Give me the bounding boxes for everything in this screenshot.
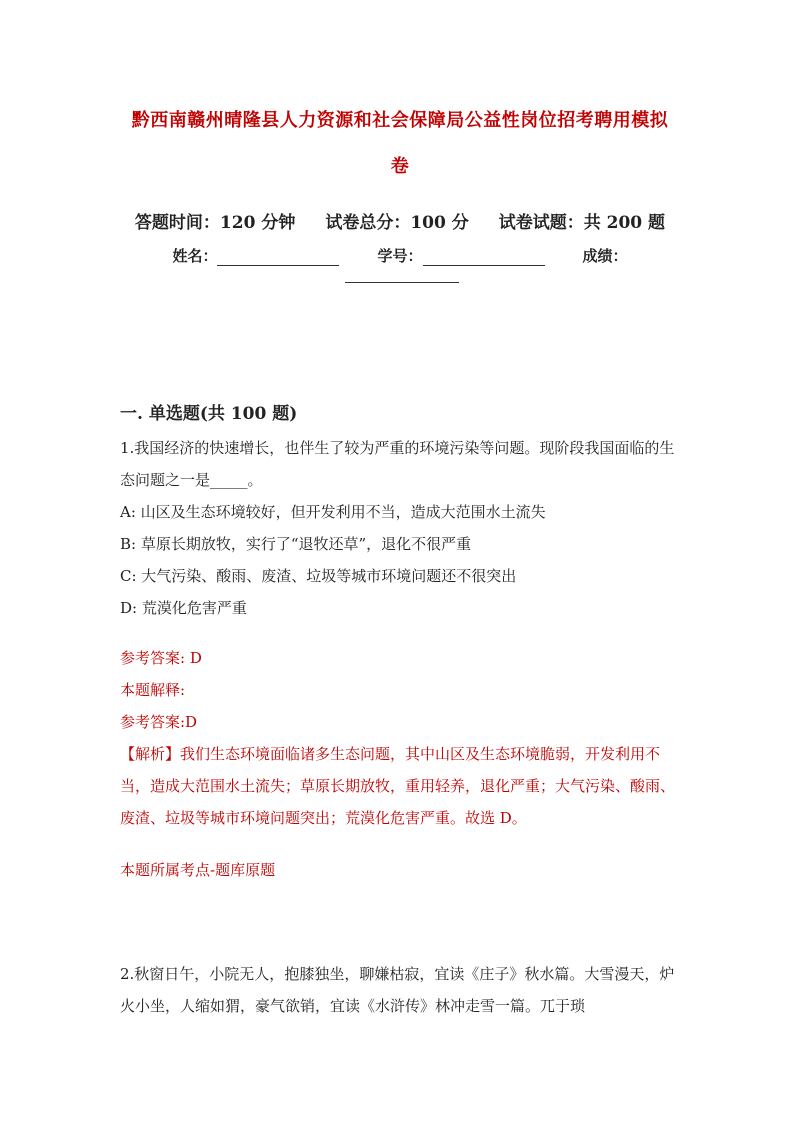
question-1-analysis: 【解析】我们生态环境面临诸多生态问题，其中山区及生态环境脆弱，开发利用不当，造成大范围水土流失；草原长期放牧，重用轻养，退化严重；大气污染、酸雨、废渣、垃圾等城市环境问题突出；荒漠化危害严重。故选 D。 (120, 745, 676, 827)
spacer (120, 624, 680, 642)
id-label: 学号： (377, 247, 423, 265)
exam-question-count: 试卷试题：共 200 题 (498, 213, 666, 233)
exam-info-row (120, 208, 680, 233)
name-blank (217, 249, 339, 266)
score-blank (345, 268, 459, 283)
spacer (120, 834, 680, 854)
name-label: 姓名： (172, 247, 218, 265)
exam-time: 答题时间：120 分钟 (134, 213, 296, 233)
exam-content (120, 398, 680, 1022)
question-1-option-d: D: 荒漠化危害严重 (120, 599, 247, 617)
exam-title-line2: 卷 (390, 156, 410, 177)
id-blank (423, 249, 545, 266)
id-field (377, 245, 544, 266)
question-1-explain-label: 本题解释: (120, 681, 186, 699)
score-label: 成绩： (582, 247, 628, 265)
question-1-answer-repeat: 参考答案:D (120, 713, 198, 731)
section-heading: 一. 单选题(共 100 题) (120, 404, 298, 424)
question-1-option-b: B: 草原长期放牧，实行了“退牧还草”，退化不很严重 (120, 535, 472, 553)
score-blank-row (120, 268, 680, 283)
question-1-option-c: C: 大气污染、酸雨、废渣、垃圾等城市环境问题还不很突出 (120, 567, 517, 585)
question-2-stem: 2.秋窗日午，小院无人，抱膝独坐，聊嫌枯寂，宜读《庄子》秋水篇。大雪漫天，炉火小坐，人缩如猬，豪气欲销，宜读《水浒传》林冲走雪一篇。兀于琐 (120, 965, 675, 1015)
question-1-answer: 参考答案: D (120, 649, 202, 667)
exam-meta (120, 208, 680, 283)
question-1-stem: 1.我国经济的快速增长，也伴生了较为严重的环境污染等问题。现阶段我国面临的生态问题之一是_____。 (120, 439, 675, 489)
name-field (172, 245, 339, 266)
spacer (120, 886, 680, 958)
question-1-option-a: A: 山区及生态环境较好，但开发利用不当，造成大范围水土流失 (120, 503, 546, 521)
exam-title-line1: 黔西南赣州晴隆县人力资源和社会保障局公益性岗位招考聘用模拟 (131, 110, 669, 131)
exam-total-score: 试卷总分：100 分 (325, 213, 469, 233)
student-info-row (120, 245, 680, 266)
exam-title (110, 98, 690, 190)
question-1-topic: 本题所属考点-题库原题 (120, 861, 276, 879)
